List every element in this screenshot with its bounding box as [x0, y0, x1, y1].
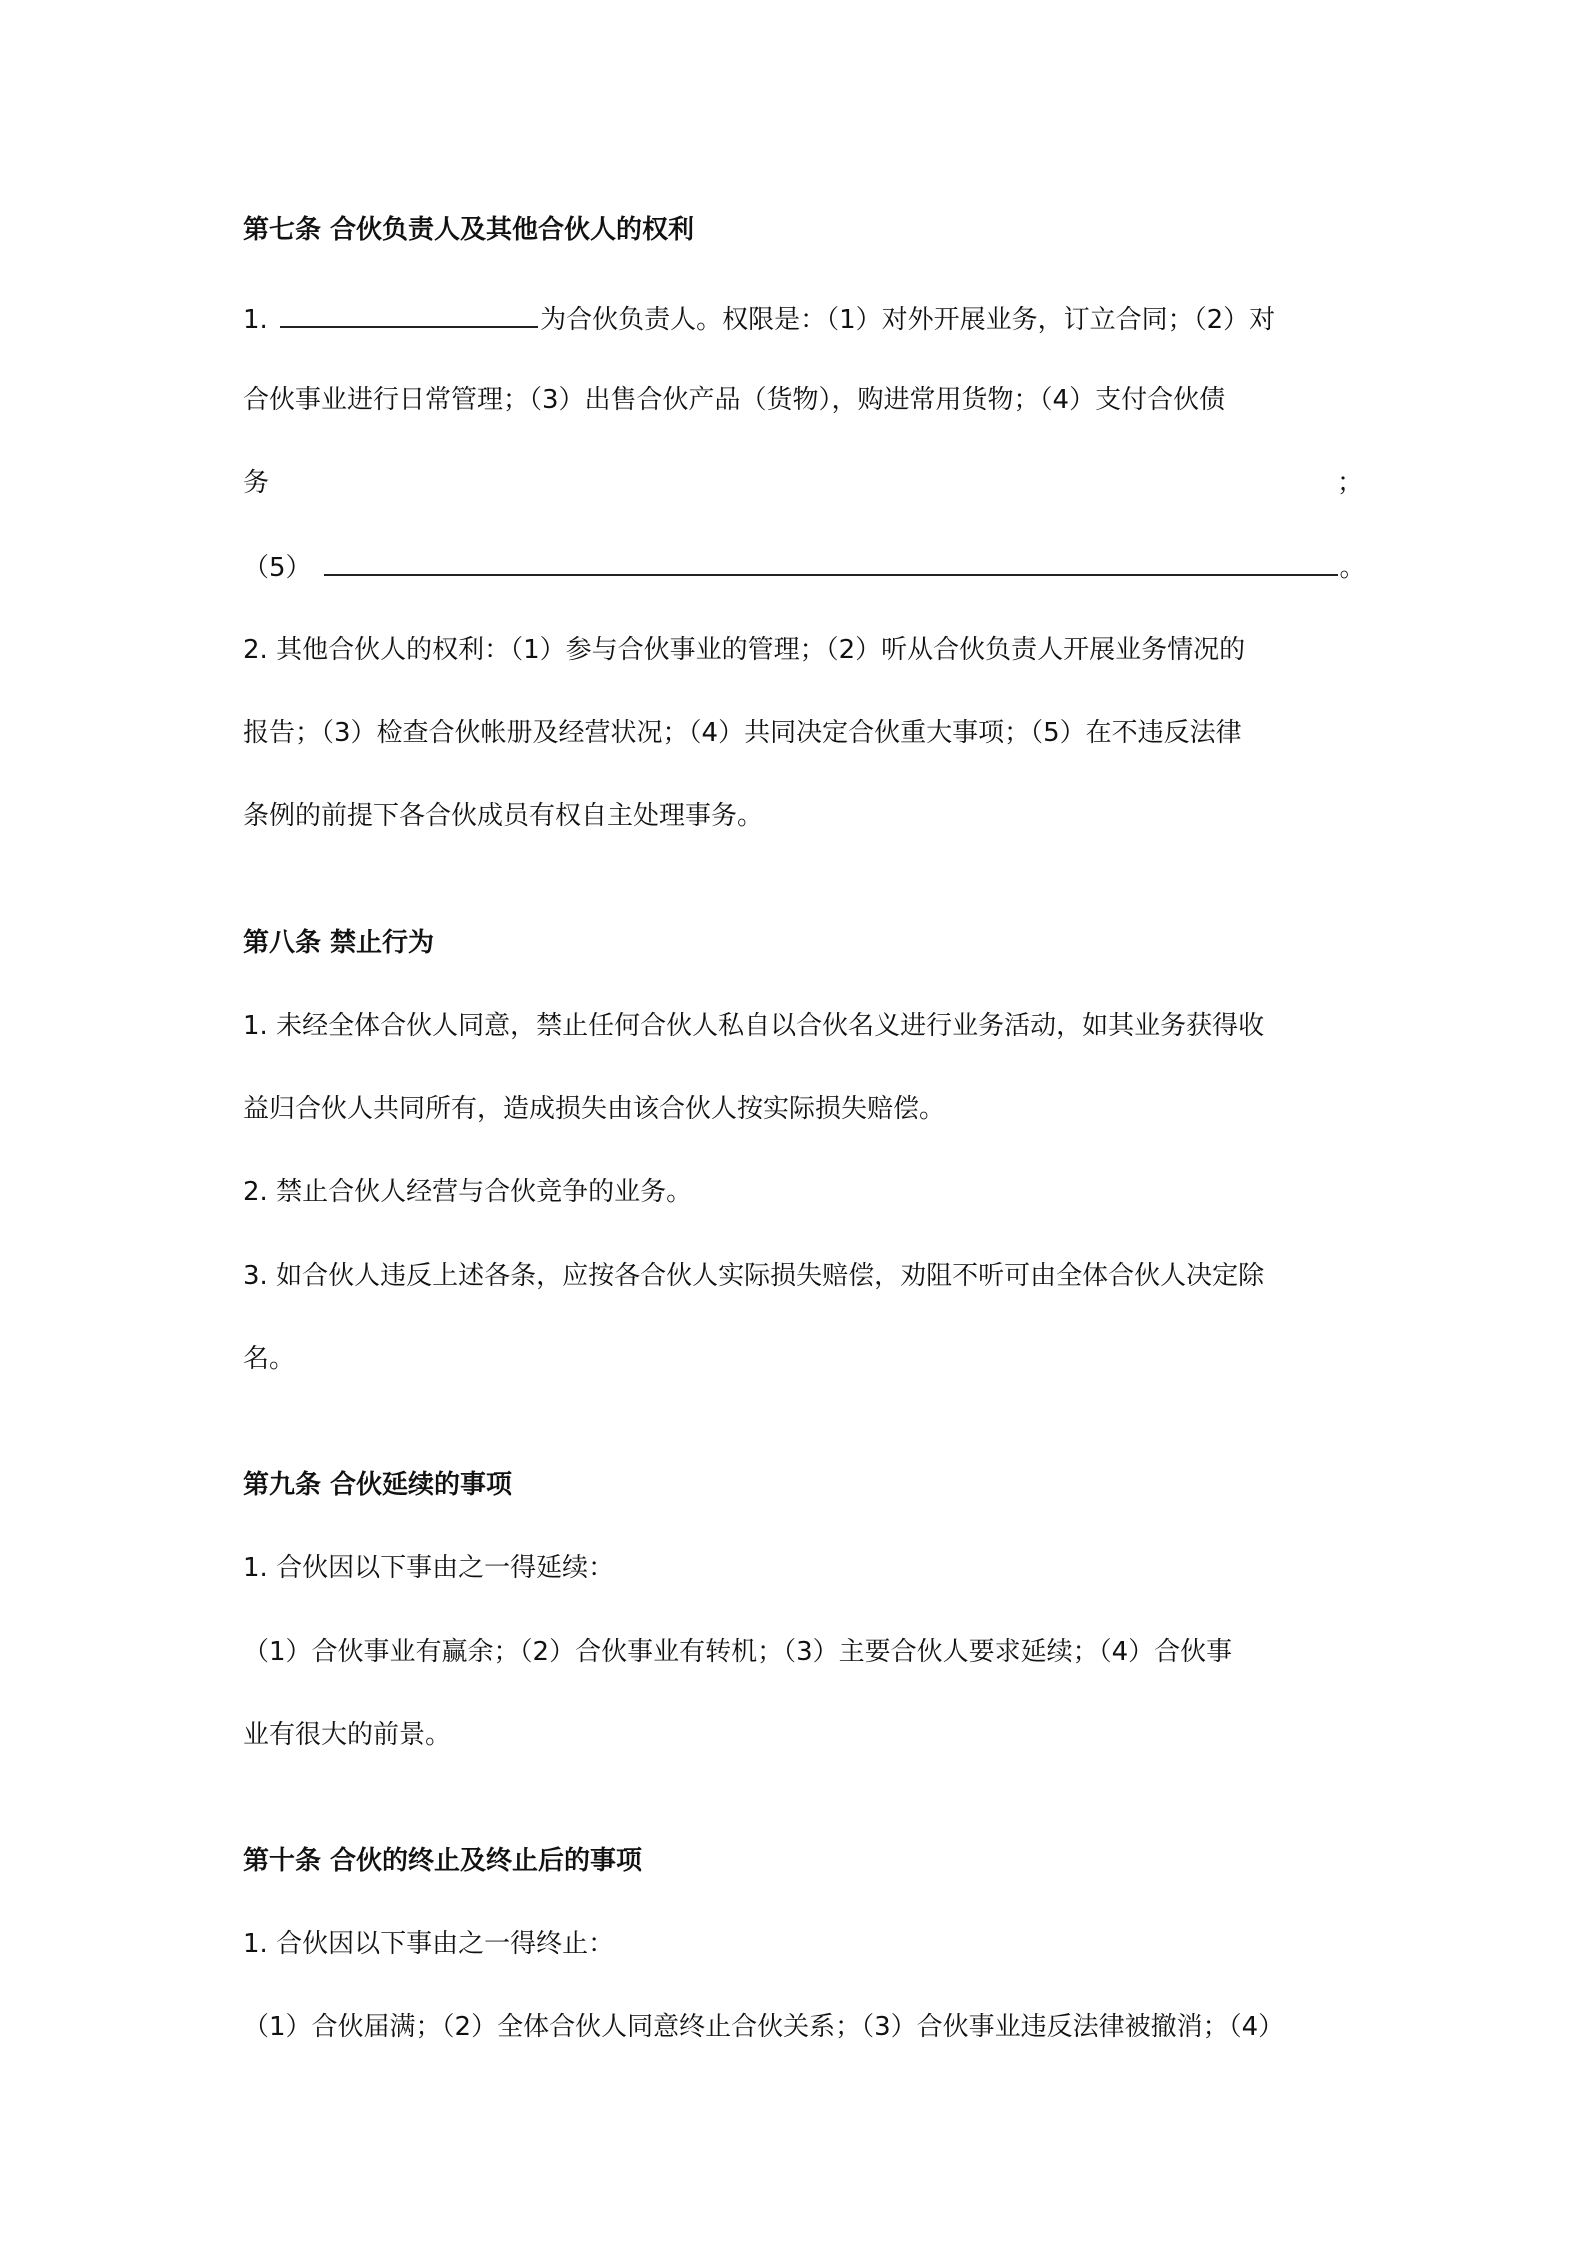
article-7-clause-2-line-3: 条例的前提下各合伙成员有权自主处理事务。 — [243, 801, 764, 831]
item-5-blank[interactable] — [324, 548, 1338, 576]
article-9-clause-list-line-1: （1）合伙事业有赢余；（2）合伙事业有转机；（3）主要合伙人要求延续；（4）合伙事 — [243, 1637, 1233, 1667]
article-10-clause-list-line-1: （1）合伙届满；（2）全体合伙人同意终止合伙关系；（3）合伙事业违反法律被撤消；（4） — [243, 2012, 1285, 2042]
clause-text: 为合伙负责人。权限是：（1）对外开展业务，订立合同；（2）对 — [540, 305, 1276, 335]
article-7-clause-1-line-1 — [243, 300, 1363, 338]
article-7-clause-1-line-2: 合伙事业进行日常管理；（3）出售合伙产品（货物），购进常用货物；（4）支付合伙债 — [243, 385, 1226, 415]
article-7-clause-2-line-1: 2. 其他合伙人的权利：（1）参与合伙事业的管理；（2）听从合伙负责人开展业务情况的 — [243, 635, 1246, 665]
article-7-clause-2-line-2: 报告；（3）检查合伙帐册及经营状况；（4）共同决定合伙重大事项；（5）在不违反法律 — [243, 718, 1242, 748]
line-text-right: ； — [1336, 468, 1363, 498]
article-8-clause-3-line-1: 3. 如合伙人违反上述各条，应按各合伙人实际损失赔偿，劝阻不听可由全体合伙人决定除 — [243, 1261, 1265, 1291]
article-8-clause-3-line-2: 名。 — [243, 1344, 296, 1374]
article-7-clause-1-line-4 — [243, 548, 1366, 586]
partner-name-blank[interactable] — [280, 300, 538, 328]
article-10-clause-1: 1. 合伙因以下事由之一得终止： — [243, 1929, 615, 1959]
article-7-clause-1-line-3 — [243, 465, 1363, 501]
item-5-label: （5） — [243, 553, 312, 583]
article-8-clause-1-line-1: 1. 未经全体合伙人同意，禁止任何合伙人私自以合伙名义进行业务活动，如其业务获得收 — [243, 1011, 1265, 1041]
article-8-heading: 第八条 禁止行为 — [243, 928, 435, 958]
article-9-clause-list-line-2: 业有很大的前景。 — [243, 1720, 452, 1750]
article-10-heading: 第十条 合伙的终止及终止后的事项 — [243, 1846, 643, 1876]
article-8-clause-2: 2. 禁止合伙人经营与合伙竞争的业务。 — [243, 1177, 693, 1207]
line-text-left: 务 — [243, 468, 270, 498]
article-8-clause-1-line-2: 益归合伙人共同所有，造成损失由该合伙人按实际损失赔偿。 — [243, 1094, 946, 1124]
article-7-heading: 第七条 合伙负责人及其他合伙人的权利 — [243, 215, 695, 245]
article-9-heading: 第九条 合伙延续的事项 — [243, 1470, 513, 1500]
line-end-period: 。 — [1339, 553, 1366, 583]
clause-number: 1. — [243, 305, 268, 335]
article-9-clause-1: 1. 合伙因以下事由之一得延续： — [243, 1553, 615, 1583]
